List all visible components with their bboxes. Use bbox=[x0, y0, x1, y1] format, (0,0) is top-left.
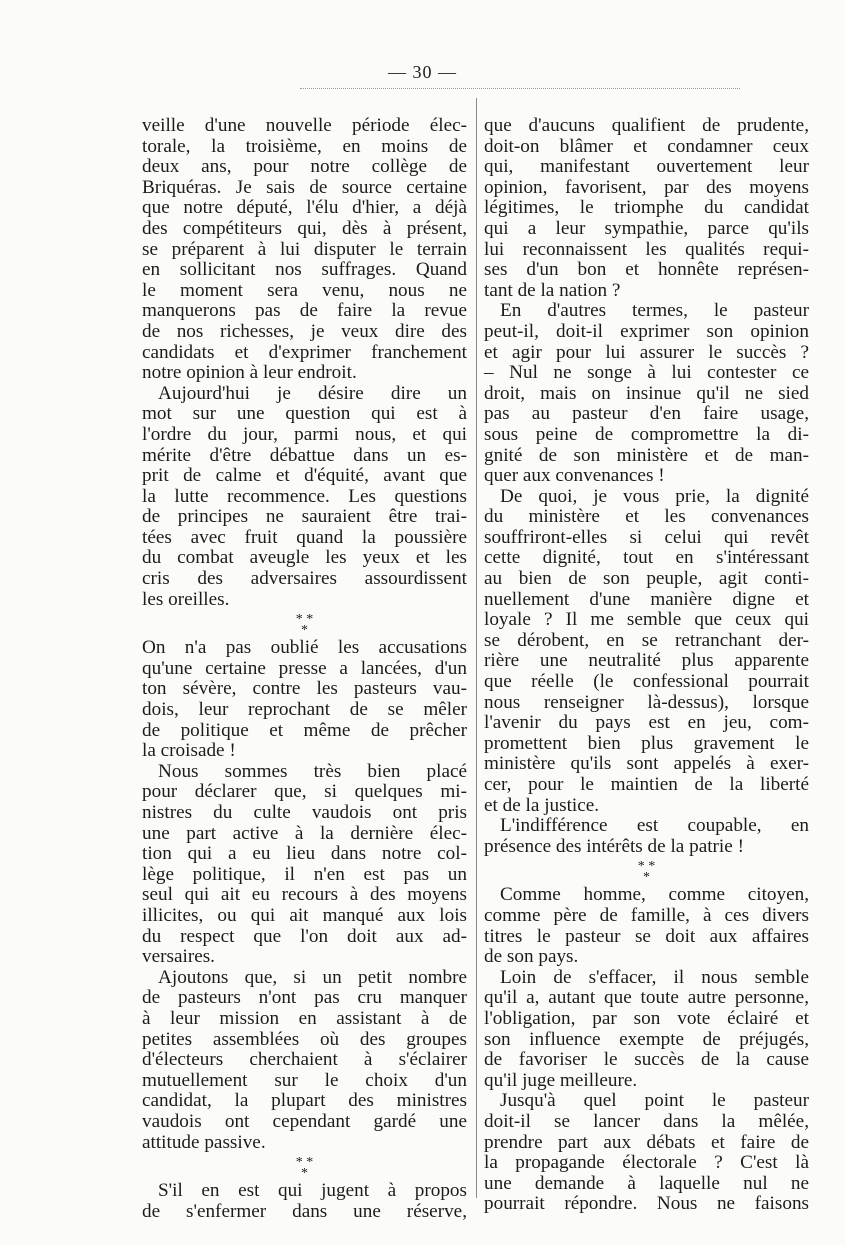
text-line: dois, leur reprochant de se mêler bbox=[142, 699, 467, 721]
header-rule bbox=[300, 88, 740, 89]
text-line: de son pays. bbox=[484, 946, 579, 968]
text-line: se dérobent, en se retranchant der- bbox=[484, 629, 809, 651]
text-line: le moment sera venu, nous ne bbox=[142, 279, 467, 301]
text-line: deux ans, pour notre collège de bbox=[142, 156, 467, 178]
text-line: du ministère et les convenances bbox=[484, 506, 809, 528]
text-line: sous peine de compromettre la di- bbox=[484, 423, 809, 445]
text-line: de politique et même de prêcher bbox=[142, 719, 467, 741]
text-line: prit de calme et d'équité, avant que bbox=[142, 465, 467, 487]
text-line: Aujourd'hui je désire dire un bbox=[158, 382, 467, 404]
text-line: seul qui ait eu recours à des moyens bbox=[142, 884, 467, 906]
text-line: pas au pasteur d'en faire usage, bbox=[484, 403, 809, 425]
text-line: Ajoutons que, si un petit nombre bbox=[158, 966, 467, 988]
text-line: la propagande électorale ? C'est là bbox=[484, 1152, 809, 1174]
text-line: et agir pour lui assurer le succès ? bbox=[484, 341, 809, 363]
text-line: candidats et d'exprimer franchement bbox=[142, 341, 467, 363]
text-line: en sollicitant nos suffrages. Quand bbox=[142, 259, 467, 281]
text-line: des compétiteurs qui, dès à présent, bbox=[142, 217, 467, 239]
text-line: et de la justice. bbox=[484, 794, 600, 816]
text-line: loyale ? Il me semble que ceux qui bbox=[484, 609, 809, 631]
text-line: En d'autres termes, le pasteur bbox=[500, 300, 809, 322]
paragraph bbox=[142, 638, 467, 762]
text-line: Briquéras. Je sais de source certaine bbox=[142, 176, 467, 198]
paragraph bbox=[484, 487, 809, 817]
text-line: tant de la nation ? bbox=[484, 279, 621, 301]
section-asterism bbox=[484, 857, 809, 886]
text-line: peut-il, doit-il exprimer son opinion bbox=[484, 320, 809, 342]
text-line: pour déclarer que, si quelques mi- bbox=[142, 781, 467, 803]
text-line: que d'aucuns qualifient de prudente, bbox=[484, 115, 809, 136]
text-line: lège politique, il n'en est pas un bbox=[142, 863, 467, 885]
text-line: qu'il a, autant que toute autre personne, bbox=[484, 987, 809, 1009]
right-column bbox=[484, 116, 809, 1215]
text-line: vaudois ont cependant gardé une bbox=[142, 1110, 467, 1132]
text-line: qu'une certaine presse a lancées, d'un bbox=[142, 657, 467, 679]
column-divider bbox=[476, 98, 477, 1198]
text-line: de nos richesses, je veux dire des bbox=[142, 320, 467, 342]
text-line: – Nul ne songe à lui contester ce bbox=[484, 362, 809, 384]
text-line: manquerons pas de faire la revue bbox=[142, 300, 467, 322]
text-line: ton sévère, contre les pasteurs vau- bbox=[142, 678, 467, 700]
text-line: l'ordre du jour, parmi nous, et qui bbox=[142, 423, 467, 445]
text-line: cette dignité, tout en s'intéressant bbox=[484, 547, 809, 569]
text-line: cer, pour le maintien de la liberté bbox=[484, 774, 809, 795]
text-line: Nous sommes très bien placé bbox=[158, 760, 467, 782]
text-line: doit-il se lancer dans la mêlée, bbox=[484, 1110, 809, 1132]
text-line: l'avenir du pays est en jeu, com- bbox=[484, 712, 809, 734]
text-line: tion qui a eu lieu dans notre col- bbox=[142, 843, 467, 865]
text-line: légitimes, le triomphe du candidat bbox=[484, 197, 809, 219]
text-line: qui, manifestant ouvertement leur bbox=[484, 156, 809, 178]
left-column bbox=[142, 116, 467, 1222]
text-line: de favoriser le succès de la cause bbox=[484, 1049, 809, 1071]
text-line: la lutte recommence. Les questions bbox=[142, 485, 467, 507]
text-line: Jusqu'à quel point le pasteur bbox=[500, 1090, 809, 1112]
text-line: mutuellement sur le choix d'un bbox=[142, 1069, 467, 1091]
text-line: nous renseigner là-dessus), lorsque bbox=[484, 691, 809, 713]
text-line: du combat aveugle les yeux et les bbox=[142, 547, 467, 569]
text-line: se préparent à lui disputer le terrain bbox=[142, 238, 467, 260]
section-asterism bbox=[142, 1153, 467, 1182]
text-line: nuellement d'une manière digne et bbox=[484, 588, 809, 610]
asterism-bottom: * bbox=[301, 623, 308, 639]
text-line: titres le pasteur se doit aux affaires bbox=[484, 925, 809, 947]
text-line: pourrait répondre. Nous ne faisons bbox=[484, 1193, 809, 1215]
text-line: promettent bien plus gravement le bbox=[484, 732, 809, 754]
text-line: versaires. bbox=[142, 946, 215, 968]
text-line: de s'enfermer dans une réserve, bbox=[142, 1200, 467, 1222]
text-line: torale, la troisième, en moins de bbox=[142, 135, 467, 157]
text-line: veille d'une nouvelle période élec- bbox=[142, 115, 467, 136]
text-line: que réelle (le confessional pourrait bbox=[484, 671, 809, 693]
text-line: petites assemblées où des groupes bbox=[142, 1028, 467, 1050]
text-line: L'indifférence est coupable, en bbox=[500, 815, 809, 837]
section-asterism bbox=[142, 610, 467, 639]
text-line: mérite d'être débattue dans un es- bbox=[142, 444, 467, 466]
text-line: De quoi, je vous prie, la dignité bbox=[500, 485, 809, 507]
paragraph bbox=[484, 816, 809, 857]
text-line: du respect que l'on doit aux ad- bbox=[142, 925, 467, 947]
text-line: On n'a pas oublié les accusations bbox=[142, 637, 467, 659]
asterism-bottom: * bbox=[301, 1166, 308, 1182]
text-line: tées avec fruit quand la poussière bbox=[142, 526, 467, 548]
text-line: mot sur une question qui est à bbox=[142, 403, 467, 425]
text-line: doit-on blâmer et condamner ceux bbox=[484, 135, 809, 157]
paragraph bbox=[484, 968, 809, 1092]
text-line: notre opinion à leur endroit. bbox=[142, 362, 357, 384]
asterism-top: * * bbox=[637, 859, 656, 875]
page-number: — 30 — bbox=[388, 62, 457, 82]
text-line: une demande à laquelle nul ne bbox=[484, 1172, 809, 1194]
paragraph bbox=[484, 1091, 809, 1215]
asterism-bottom: * bbox=[643, 870, 650, 886]
text-line: Comme homme, comme citoyen, bbox=[500, 884, 809, 906]
text-line: d'électeurs cherchaient à s'éclairer bbox=[142, 1049, 467, 1071]
text-line: de pasteurs n'ont pas cru manquer bbox=[142, 987, 467, 1009]
paragraph bbox=[142, 384, 467, 611]
text-line: nistres du culte vaudois ont pris bbox=[142, 802, 467, 823]
text-line: de principes ne sauraient être trai- bbox=[142, 506, 467, 528]
paragraph bbox=[142, 762, 467, 968]
paragraph bbox=[142, 116, 467, 384]
paragraph bbox=[484, 116, 809, 301]
text-line: les oreilles. bbox=[142, 588, 230, 610]
text-line: cris des adversaires assourdissent bbox=[142, 568, 467, 590]
text-line: attitude passive. bbox=[142, 1131, 266, 1153]
text-line: opinion, favorisent, par des moyens bbox=[484, 176, 809, 198]
paragraph bbox=[484, 301, 809, 486]
text-line: l'obligation, par son vote éclairé et bbox=[484, 1007, 809, 1029]
paragraph bbox=[142, 968, 467, 1153]
text-line: prendre part aux débats et faire de bbox=[484, 1131, 809, 1153]
text-line: présence des intérêts de la patrie ! bbox=[484, 835, 744, 857]
text-line: que notre député, l'élu d'hier, a déjà bbox=[142, 197, 467, 219]
text-line: candidat, la plupart des ministres bbox=[142, 1090, 467, 1112]
text-line: rière une neutralité plus apparente bbox=[484, 650, 809, 672]
text-line: ministère qu'ils sont appelés à exer- bbox=[484, 753, 809, 775]
paragraph bbox=[484, 885, 809, 967]
text-line: lui reconnaissent les qualités requi- bbox=[484, 238, 809, 260]
asterism-top: * * bbox=[295, 612, 314, 628]
text-line: ses d'un bon et honnête représen- bbox=[484, 259, 809, 281]
text-line: son influence exempte de préjugés, bbox=[484, 1028, 809, 1050]
text-line: gnité de son ministère et de man- bbox=[484, 444, 809, 466]
text-line: qui a leur sympathie, parce qu'ils bbox=[484, 217, 809, 239]
text-line: à leur mission en assistant à de bbox=[142, 1007, 467, 1029]
text-line: S'il en est qui jugent à propos bbox=[158, 1180, 467, 1202]
text-line: souffriront-elles si celui qui revêt bbox=[484, 526, 809, 548]
paragraph bbox=[142, 1181, 467, 1222]
text-line: droit, mais on insinue qu'il ne sied bbox=[484, 382, 809, 404]
text-line: comme père de famille, à ces divers bbox=[484, 904, 809, 926]
text-line: qu'il juge meilleure. bbox=[484, 1069, 638, 1091]
text-line: Loin de s'effacer, il nous semble bbox=[500, 966, 809, 988]
asterism-top: * * bbox=[295, 1155, 314, 1171]
text-line: la croisade ! bbox=[142, 740, 236, 762]
text-line: illicites, ou qui ait manqué aux lois bbox=[142, 904, 467, 926]
text-line: quer aux convenances ! bbox=[484, 465, 665, 487]
text-line: une part active à la dernière élec- bbox=[142, 822, 467, 844]
text-line: au bien de son peuple, agit conti- bbox=[484, 568, 809, 590]
